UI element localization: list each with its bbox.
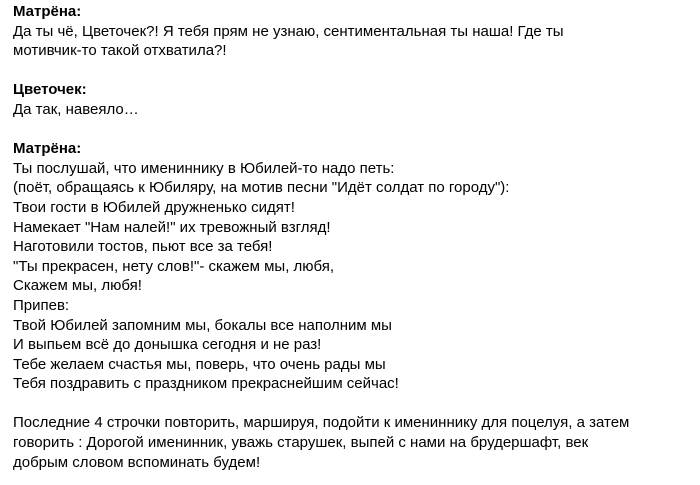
text-line: Ты послушай, что имениннику в Юбилей-то надо петь: xyxy=(13,159,395,177)
footer-note xyxy=(13,413,697,472)
song-line: Тебя поздравить с праздником прекраснейшим сейчас! xyxy=(13,375,399,393)
speaker-label: Цветочек: xyxy=(13,81,87,99)
song-line: Твои гости в Юбилей дружненько сидят! xyxy=(13,198,295,216)
song-line: Скажем мы, любя! xyxy=(13,277,142,295)
text-line: Да так, навеяло… xyxy=(13,100,139,118)
footer-line: говорить : Дорогой именинник, уважь старушек, выпей с нами на брудершафт, век xyxy=(13,434,589,452)
chorus-label: Припев: xyxy=(13,296,70,314)
text-line: (поёт, обращаясь к Юбиляру, на мотив песни "Идёт солдат по городу"): xyxy=(13,179,510,197)
block-tsvetochek xyxy=(13,80,697,119)
song-line: Наготовили тостов, пьют все за тебя! xyxy=(13,238,273,256)
text-line: Да ты чё, Цветочек?! Я тебя прям не узнаю, сентиментальная ты наша! Где ты xyxy=(13,22,564,40)
song-line: И выпьем всё до донышка сегодня и не раз! xyxy=(13,336,322,354)
paragraph-gap xyxy=(13,61,697,81)
text-line: мотивчик-то такой отхватила?! xyxy=(13,42,227,60)
document-page xyxy=(13,2,697,472)
block-matryona-1 xyxy=(13,2,697,61)
speaker-label: Матрёна: xyxy=(13,140,82,158)
song-line: Намекает "Нам налей!" их тревожный взгляд! xyxy=(13,218,331,236)
footer-line: добрым словом вспоминать будем! xyxy=(13,453,261,471)
song-line: "Ты прекрасен, нету слов!"- скажем мы, любя, xyxy=(13,257,335,275)
paragraph-gap xyxy=(13,394,697,414)
song-line: Твой Юбилей запомним мы, бокалы все наполним мы xyxy=(13,316,392,334)
speaker-label: Матрёна: xyxy=(13,3,82,20)
block-matryona-2 xyxy=(13,139,697,394)
footer-line: Последние 4 строчки повторить, маршируя, подойти к имениннику для поцелуя, а затем xyxy=(13,414,630,432)
song-line: Тебе желаем счастья мы, поверь, что очень рады мы xyxy=(13,355,386,373)
paragraph-gap xyxy=(13,120,697,140)
